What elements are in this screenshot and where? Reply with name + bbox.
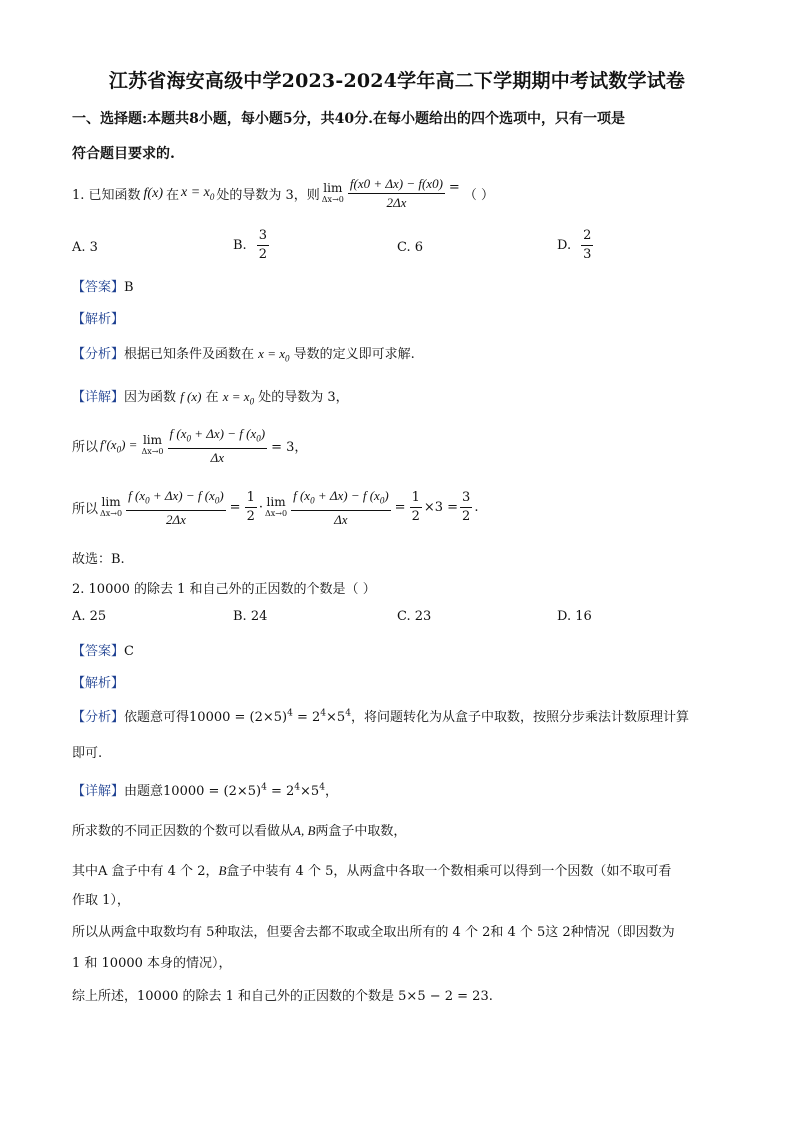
q2-detail: 【详解】由题意$10000 = (2\times 5)^4 = 2^4\times 5^4$， (72, 782, 338, 799)
q1-mid1: 在 (165, 188, 179, 203)
q1-numerator: f(x0 + Δx) − f(x0) (348, 176, 445, 194)
q2-fenxi: 【分析】依题意可得$10000 = (2\times 5)^4 = 2^4\times 5^4$，将问题转化为从盒子中取数，按照分步乘法计数原理计算 (72, 708, 689, 725)
q1-analysis-tag: 【解析】 (72, 312, 125, 327)
q1-mid2: 处的导数为 3，则 (216, 188, 320, 203)
q1-detail: 【详解】因为函数 f (x) 在 $x = x_0$ 处的导数为 3， (72, 389, 349, 407)
q2-conclusion: 综上所述，10000 的除去 1 和自己外的正因数的个数是 5×5 − 2 = 23. (72, 989, 493, 1004)
q1-prefix: 1. 已知函数 (72, 188, 141, 203)
q2-para-3-cont: 1 和 10000 本身的情况）， (72, 956, 232, 971)
q1-equals: = (448, 180, 460, 195)
q1-fx: f(x) (143, 185, 163, 201)
q2-para-2-cont: 作取 1）， (72, 893, 130, 908)
section-heading-line1: 一、选择题:本题共8小题，每小题5分，共40分.在每小题给出的四个选项中，只有一项是 (72, 111, 626, 127)
q1-option-c: C. 6 (397, 240, 424, 255)
q2-para-1: 所求数的不同正因数的个数可以看做从A, B两盒子中取数， (72, 823, 407, 839)
q1-option-a: A. 3 (72, 240, 98, 255)
q2-answer: 【答案】C (72, 644, 134, 659)
q1-denominator: 2Δx (386, 195, 407, 210)
q2-option-d: D. 16 (557, 609, 592, 624)
q1-answer: 【答案】B (72, 280, 134, 295)
page-title: 江苏省海安高级中学2023-2024学年高二下学期期中考试数学试卷 (108, 70, 686, 92)
q1-paren: （ ） (463, 188, 494, 203)
question-1: 1. 已知函数 f(x) 在 $x = x_0$ 处的导数为 3，则 lim Δx→0 $\frac{f(x0 + \Delta x) - f(x0)}{2\Delta x}$ = （ ） (72, 176, 494, 210)
q2-analysis-tag: 【解析】 (72, 676, 125, 691)
q2-fenxi-end: 即可. (72, 746, 103, 761)
q1-choose: 故选：B. (72, 552, 125, 567)
q2-option-b: B. 24 (233, 609, 268, 624)
q2-option-c: C. 23 (397, 609, 432, 624)
question-2: 2. 10000 的除去 1 和自己外的正因数的个数是（ ） (72, 582, 376, 597)
q2-option-a: A. 25 (72, 609, 107, 624)
q1-derivation-1: 所以 $f'(x_0)$ = lim Δx→0 $\frac{f (x_0 + \Delta x) - f (x_0)}{\Delta x}$ = 3， (72, 426, 308, 465)
q1-fenxi: 【分析】根据已知条件及函数在 $x = x_0$ 导数的定义即可求解. (72, 346, 415, 364)
q1-option-b: B. $\frac{3}{2}$ (233, 228, 267, 262)
q1-derivation-2: 所以 lim Δx→0 $\frac{f (x_0 + \Delta x) - f (x_0)}{2\Delta x}$ = $\frac{1}{2}$ · lim Δx→0 $\frac{f (x_0 + \Delta x) - f (x_0)}{\Delta x}$ = $\frac{1}{2}$ ×3 = $\frac{3}{2}$ . (72, 488, 479, 527)
q1-option-d: D. $\frac{2}{3}$ (557, 228, 592, 262)
q2-para-2: 其中A 盒子中有 4 个 2，B盒子中装有 4 个 5，从两盒中各取一个数相乘可以得到一个因数（如不取可看 (72, 863, 672, 879)
q1-at: x = x (181, 185, 210, 201)
q1-lim: lim Δx→0 (321, 180, 344, 204)
q1-fraction (348, 176, 445, 211)
section-heading-line2: 符合题目要求的. (72, 146, 175, 162)
q2-para-3: 所以从两盒中取数均有 5种取法，但要舍去都不取或全取出所有的 4 个 2和 4 个 5这 2种情况（即因数为 (72, 925, 675, 940)
